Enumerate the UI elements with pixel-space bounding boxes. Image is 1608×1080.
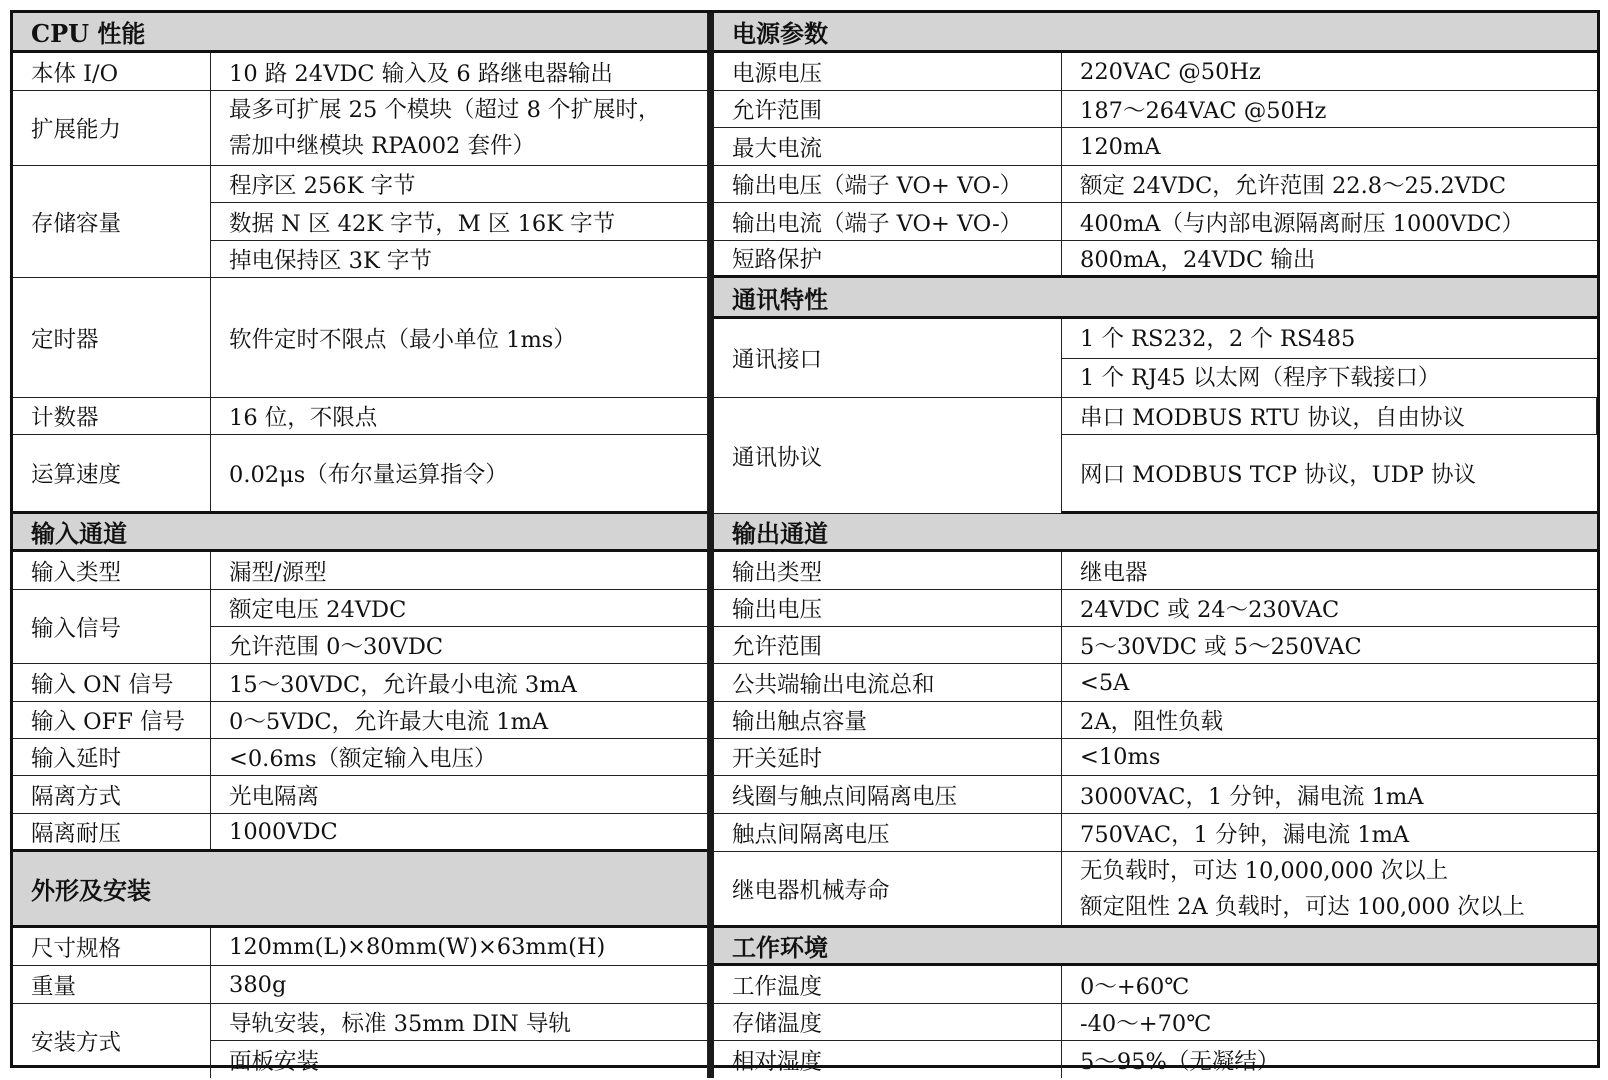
spec-table xyxy=(10,10,1600,1075)
input-on-label: 输入 ON 信号 xyxy=(13,664,211,702)
power-range-value: 187～264VAC @50Hz xyxy=(1062,91,1597,128)
input-isolation-value: 光电隔离 xyxy=(211,776,708,814)
output-life-value xyxy=(1062,852,1597,928)
power-out-current-value: 400mA（与内部电源隔离耐压 1000VDC） xyxy=(1062,203,1597,241)
output-voltage-value: 24VDC 或 24～230VAC xyxy=(1062,590,1597,627)
cpu-storage-label: 存储容量 xyxy=(13,166,211,278)
env-st-temp-value: -40～+70℃ xyxy=(1062,1004,1597,1041)
input-withstand-value: 1000VDC xyxy=(211,814,708,852)
cpu-speed-value: 0.02μs（布尔量运算指令） xyxy=(211,435,708,514)
input-type-value: 漏型/源型 xyxy=(211,552,708,590)
output-range-label: 允许范围 xyxy=(714,627,1062,664)
cpu-expansion-line2: 需加中继模块 RPA002 套件） xyxy=(229,133,536,159)
cpu-io-label: 本体 I/O xyxy=(13,53,211,91)
mount-size-label: 尺寸规格 xyxy=(13,928,211,966)
power-short-value: 800mA，24VDC 输出 xyxy=(1062,241,1597,278)
power-section-header: 电源参数 xyxy=(714,13,1597,53)
output-common-value: <5A xyxy=(1062,664,1597,702)
output-contacts-value: 750VAC，1 分钟，漏电流 1mA xyxy=(1062,814,1597,852)
cpu-timer-value: 软件定时不限点（最小单位 1ms） xyxy=(211,278,708,398)
input-off-label: 输入 OFF 信号 xyxy=(13,702,211,739)
output-life-line2: 额定阻性 2A 负载时，可达 100,000 次以上 xyxy=(1080,893,1525,920)
env-humidity-value: 5～95%（无凝结） xyxy=(1080,1048,1280,1075)
input-off-value: 0～5VDC，允许最大电流 1mA xyxy=(211,702,708,739)
env-humidity-label: 相对湿度 xyxy=(714,1041,1062,1078)
power-out-voltage-value: 额定 24VDC，允许范围 22.8～25.2VDC xyxy=(1062,166,1597,203)
cpu-counter-label: 计数器 xyxy=(13,398,211,435)
output-type-value: 继电器 xyxy=(1062,552,1597,590)
input-delay-value: <0.6ms（额定输入电压） xyxy=(211,739,708,776)
cpu-storage-data: 数据 N 区 42K 字节，M 区 16K 字节 xyxy=(211,203,708,241)
input-delay-label: 输入延时 xyxy=(13,739,211,776)
input-signal-rated: 额定电压 24VDC xyxy=(211,590,708,627)
mount-method-panel: 面板安装 xyxy=(211,1041,708,1078)
input-isolation-label: 隔离方式 xyxy=(13,776,211,814)
cpu-expansion-line1: 最多可扩展 25 个模块（超过 8 个扩展时， xyxy=(229,97,661,123)
mount-size-value: 120mm(L)×80mm(W)×63mm(H) xyxy=(211,928,708,966)
power-out-voltage-label: 输出电压（端子 VO+ VO-） xyxy=(714,166,1062,203)
output-section-header: 输出通道 xyxy=(714,514,1597,552)
comm-port-serial: 1 个 RS232，2 个 RS485 xyxy=(1062,320,1597,359)
comm-section-header: 通讯特性 xyxy=(714,278,1597,319)
cpu-counter-value: 16 位，不限点 xyxy=(211,398,708,435)
cpu-section-header: CPU 性能 xyxy=(13,13,708,53)
input-section-header: 输入通道 xyxy=(13,514,708,552)
mount-section-header: 外形及安装 xyxy=(13,852,708,928)
input-signal-label: 输入信号 xyxy=(13,590,211,664)
power-voltage-label: 电源电压 xyxy=(714,53,1062,91)
output-range-value: 5～30VDC 或 5～250VAC xyxy=(1062,627,1597,664)
output-switch-label: 开关延时 xyxy=(714,739,1062,776)
env-op-temp-label: 工作温度 xyxy=(714,966,1062,1004)
cpu-io-value: 10 路 24VDC 输入及 6 路继电器输出 xyxy=(211,53,708,91)
output-life-label: 继电器机械寿命 xyxy=(714,852,1062,928)
input-on-value: 15～30VDC，允许最小电流 3mA xyxy=(211,664,708,702)
output-coil-label: 线圈与触点间隔离电压 xyxy=(714,776,1062,814)
output-coil-value: 3000VAC，1 分钟，漏电流 1mA xyxy=(1062,776,1597,814)
cpu-storage-retain: 掉电保持区 3K 字节 xyxy=(211,241,708,278)
power-max-current-label: 最大电流 xyxy=(714,128,1062,166)
output-type-label: 输出类型 xyxy=(714,552,1062,590)
cpu-expansion-label: 扩展能力 xyxy=(13,91,211,166)
input-withstand-label: 隔离耐压 xyxy=(13,814,211,852)
mount-method-label: 安装方式 xyxy=(13,1004,211,1078)
mount-weight-value: 380g xyxy=(211,966,708,1004)
env-section-header: 工作环境 xyxy=(714,928,1597,966)
comm-protocol-net: 网口 MODBUS TCP 协议，UDP 协议 xyxy=(1062,435,1597,514)
output-voltage-label: 输出电压 xyxy=(714,590,1062,627)
output-life-line1: 无负载时，可达 10,000,000 次以上 xyxy=(1080,857,1449,884)
input-type-label: 输入类型 xyxy=(13,552,211,590)
mount-weight-label: 重量 xyxy=(13,966,211,1004)
power-voltage-value: 220VAC @50Hz xyxy=(1062,53,1597,91)
mount-method-rail: 导轨安装，标准 35mm DIN 导轨 xyxy=(211,1004,708,1041)
power-max-current-value: 120mA xyxy=(1062,128,1597,166)
input-signal-range: 允许范围 0～30VDC xyxy=(211,627,708,664)
comm-protocol-serial: 串口 MODBUS RTU 协议，自由协议 xyxy=(1062,398,1597,435)
cpu-timer-label: 定时器 xyxy=(13,278,211,398)
comm-port-value xyxy=(1062,319,1597,398)
output-contact-value: 2A，阻性负载 xyxy=(1062,702,1597,739)
cpu-storage-program: 程序区 256K 字节 xyxy=(211,166,708,203)
power-out-current-label: 输出电流（端子 VO+ VO-） xyxy=(714,203,1062,241)
output-contact-label: 输出触点容量 xyxy=(714,702,1062,739)
output-contacts-label: 触点间隔离电压 xyxy=(714,814,1062,852)
comm-port-eth: 1 个 RJ45 以太网（程序下载接口） xyxy=(1080,364,1441,391)
cpu-speed-label: 运算速度 xyxy=(13,435,211,514)
env-st-temp-label: 存储温度 xyxy=(714,1004,1062,1041)
env-op-temp-value: 0～+60℃ xyxy=(1062,966,1597,1004)
comm-port-label: 通讯接口 xyxy=(714,319,1062,398)
output-switch-value: <10ms xyxy=(1062,739,1597,776)
cpu-expansion-value xyxy=(211,91,708,166)
power-short-label: 短路保护 xyxy=(714,241,1062,278)
output-common-label: 公共端输出电流总和 xyxy=(714,664,1062,702)
comm-protocol-label: 通讯协议 xyxy=(714,398,1062,514)
power-range-label: 允许范围 xyxy=(714,91,1062,128)
